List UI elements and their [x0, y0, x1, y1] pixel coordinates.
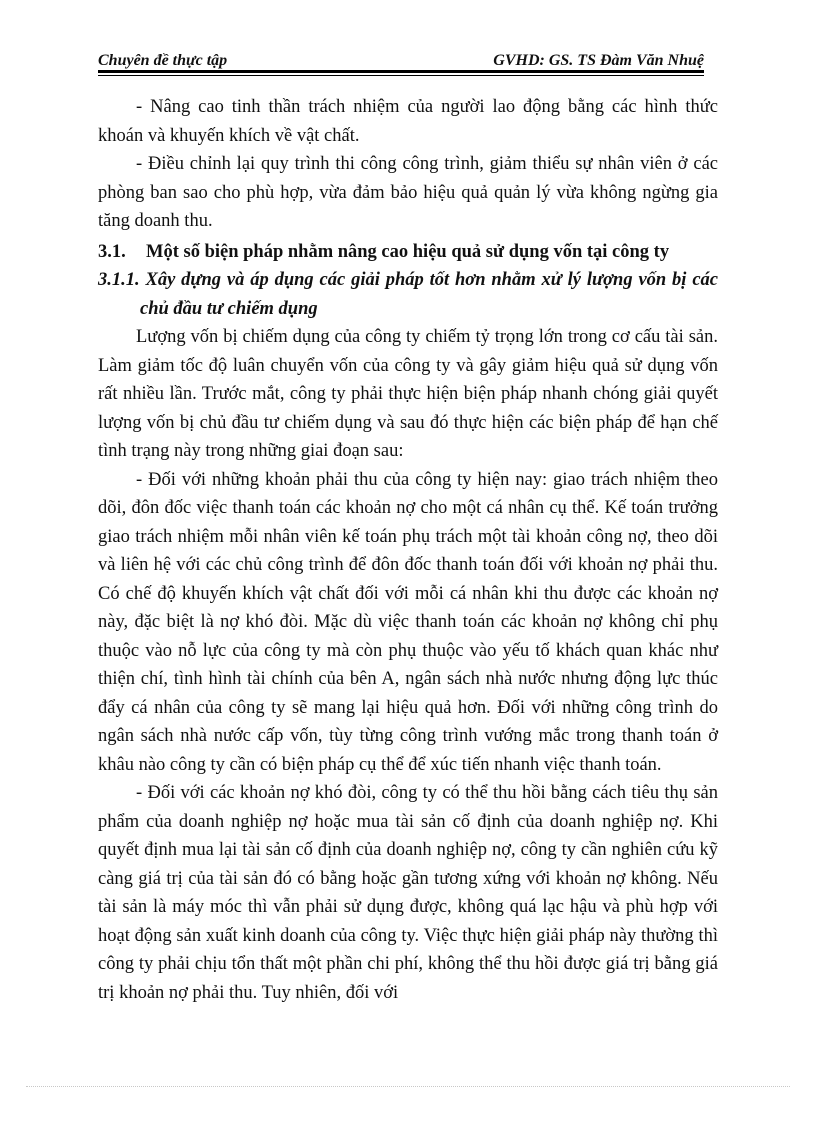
header-right-text: GVHD: GS. TS Đàm Văn Nhuệ	[493, 52, 704, 69]
section-title: Một số biện pháp nhằm nâng cao hiệu quả sử dụng vốn tại công ty	[146, 241, 670, 262]
section-number: 3.1.	[98, 241, 126, 262]
paragraph: Lượng vốn bị chiếm dụng của công ty chiếm tỷ trọng lớn trong cơ cấu tài sản. Làm giảm tốc độ luân chuyển vốn của công ty và gây giảm hiệu quả sử dụng vốn rất nhiều lần. Trước mắt, công ty phải thực hiện biện pháp nhanh chóng giải quyết lượng vốn bị chủ đầu tư chiếm dụng và sau đó thực hiện các biện pháp để hạn chế tình trạng này trong những giai đoạn sau:	[98, 327, 718, 461]
page-header	[98, 44, 704, 70]
header-rule-thin	[98, 75, 704, 76]
section-heading	[98, 238, 718, 267]
paragraph: - Đối với những khoản phải thu của công ty hiện nay: giao trách nhiệm theo dõi, đôn đốc việc thanh toán các khoản nợ cho một cá nhân cụ thể. Kế toán trưởng giao trách nhiệm mỗi nhân viên kế toán phụ trách một tài khoản công nợ, theo dõi và liên hệ với các chủ công trình để đôn đốc thanh toán đối với khoản nợ phải thu. Có chế độ khuyến khích vật chất đối với mỗi cá nhân khi thu được các khoản nợ này, đặc biệt là nợ khó đòi. Mặc dù việc thanh toán các khoản nợ không chỉ phụ thuộc vào nỗ lực của công ty mà còn phụ thuộc vào yếu tố khách quan khác như thiện chí, tình hình tài chính của bên A, ngân sách nhà nước nhưng động lực thúc đẩy cá nhân của công ty sẽ mang lại hiệu quả hơn. Đối với những công trình do ngân sách nhà nước cấp vốn, tùy từng công trình vướng mắc trong thanh toán ở khâu nào công ty cần có biện pháp cụ thể để xúc tiến nhanh việc thanh toán.	[98, 469, 718, 775]
paragraph: - Điều chỉnh lại quy trình thi công công trình, giảm thiểu sự nhân viên ở các phòng ban sao cho phù hợp, vừa đảm bảo hiệu quả quản lý vừa không ngừng gia tăng doanh thu.	[98, 154, 718, 231]
paragraph: - Đối với các khoản nợ khó đòi, công ty có thể thu hồi bằng cách tiêu thụ sản phẩm của doanh nghiệp nợ hoặc mua tài sản cố định của doanh nghiệp nợ. Khi quyết định mua lại tài sản cố định của doanh nghiệp nợ, công ty cần nghiên cứu kỹ càng giá trị của tài sản đó có bằng hoặc gần tương xứng với khoản nợ không. Nếu tài sản là máy móc thì vẫn phải sử dụng được, không quá lạc hậu và phù hợp với hoạt động sản xuất kinh doanh của công ty. Việc thực hiện giải pháp này thường thì công ty phải chịu tổn thất một phần chi phí, không thể thu hồi được giá trị bằng giá trị khoản nợ phải thu. Tuy nhiên, đối với	[98, 783, 718, 1003]
paragraph: - Nâng cao tinh thần trách nhiệm của người lao động bằng các hình thức khoán và khuyến khích về vật chất.	[98, 97, 718, 146]
subsection-heading: 3.1.1. Xây dựng và áp dụng các giải pháp tốt hơn nhằm xử lý lượng vốn bị các chủ đầu tư chiếm dụng	[98, 270, 718, 319]
header-rule-thick	[98, 70, 704, 73]
header-left-text: Chuyên đề thực tập	[98, 52, 228, 69]
footer-dotted-rule	[26, 1086, 790, 1087]
document-body	[98, 93, 718, 1007]
